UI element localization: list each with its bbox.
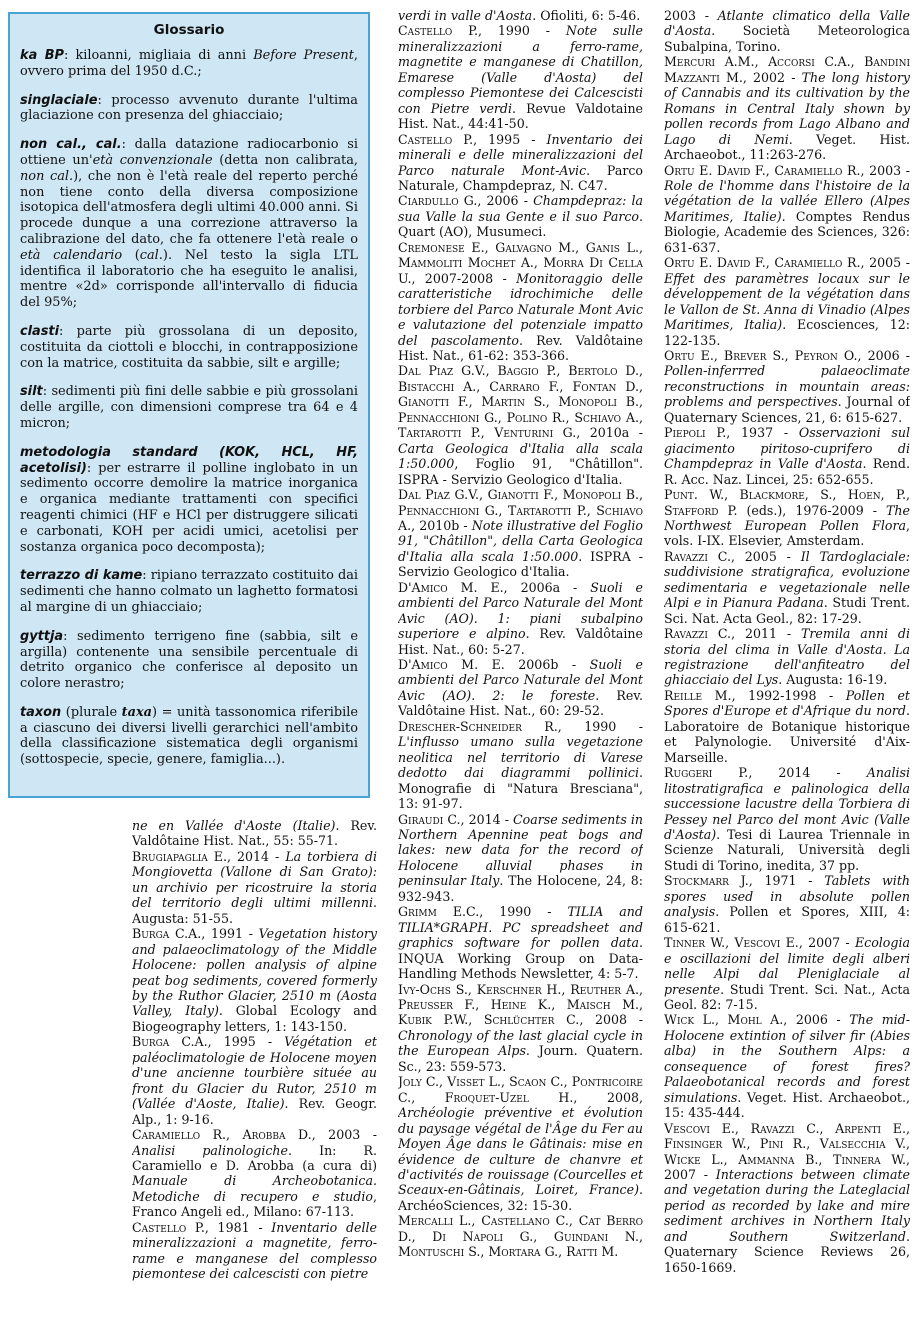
reference-year: , 1971 - — [748, 873, 825, 889]
reference-year: 2003 - — [664, 8, 718, 23]
reference-source: . Rev. Valdôtaine Hist. Nat., 60: 29-52. — [398, 687, 643, 719]
glossary-term: non cal., cal. — [20, 137, 122, 153]
reference-authors: Ortu E., Brever S., Peyron O. — [664, 347, 858, 363]
reference-entry — [664, 487, 910, 549]
reference-year: , 2014 - — [227, 848, 286, 864]
reference-authors: Ortu E. David F., Caramiello R. — [664, 255, 861, 271]
reference-year: , 2011 - — [731, 626, 802, 642]
reference-year: , 2006 - — [783, 1012, 850, 1028]
reference-year: , 2014 - — [460, 811, 514, 827]
reference-entry — [664, 348, 910, 425]
reference-source: . Monografie di "Natura Bresciana", 13: 91-97. — [398, 765, 643, 812]
definition-text: non cal. — [20, 168, 74, 184]
reference-authors: Ravazzi C. — [664, 548, 731, 564]
reference-year: , 2003 - — [311, 1127, 377, 1143]
reference-year: , 2014 - — [748, 765, 867, 781]
reference-authors: Tinner W., Vescovi E. — [664, 935, 799, 951]
glossary-separator: : — [64, 48, 76, 63]
definition-text: ) = unità tassonomica riferibile a ciascuno dei diversi livelli gerarchici nell'ambito della classificazione sistematica degli organismi (sottospecie, specie, genere, famiglia...). — [20, 704, 358, 768]
reference-year: (eds.), 1976-2009 - — [737, 502, 887, 518]
reference-title: Suoli e ambienti del Parco Naturale del Mont Avic (AO). 2: le foreste — [398, 657, 643, 703]
reference-source: . INQUA Working Group on Data-Handling Methods Newsletter, 4: 5-7. — [398, 935, 643, 982]
reference-source: . Ofioliti, 6: 5-46. — [532, 8, 641, 23]
reference-year: , 1995 - — [207, 1034, 285, 1050]
definition-text: processo avvenuto durante l'ultima glaciazione con presenza del ghiacciaio; — [20, 92, 358, 124]
reference-authors: Castello P. — [398, 131, 474, 147]
reference-entry — [398, 193, 643, 239]
reference-title: ne en Vallée d'Aoste (Italie) — [132, 818, 336, 833]
reference-entry — [664, 626, 910, 688]
reference-authors: Brugiapaglia E. — [132, 848, 228, 864]
definition-text: dalla datazione radiocarbonio si ottiene un' — [20, 137, 358, 168]
definition-text: sedimento terrigeno fine (sabbia, silt e argilla) contenente una sensibile percentuale di detrito organico che conferisce al deposito un colore nerastro; — [20, 628, 358, 692]
reference-title: Suoli e ambienti del Parco Naturale del Mont Avic (AO). 1: piani subalpino superiore e alpino — [398, 579, 643, 642]
reference-year: , 1981 - — [204, 1219, 272, 1235]
reference-authors: Burga C.A. — [132, 926, 202, 942]
reference-source: , Franco Angeli ed., Milano: 67-113. — [132, 1188, 377, 1220]
reference-entry — [398, 580, 643, 657]
reference-title: Analisi palinologiche — [132, 1142, 288, 1158]
definition-text: età convenzionale — [92, 152, 213, 168]
glossary-entry — [20, 705, 358, 768]
glossary-term: singlaciale — [20, 92, 98, 108]
glossary-separator: : — [142, 568, 151, 584]
glossary-term: taxon — [20, 704, 62, 720]
reference-authors: Joly C., Visset L., Scaon C., Pontricoire C., Froquet-Uzel H. — [398, 1074, 643, 1105]
reference-title: Role de l'homme dans l'histoire de la végétation de la vallée Ellero (Alpes Maritimes, Italie) — [664, 177, 910, 224]
reference-title: Manuale di Archeobotanica. Metodiche di recupero e studio — [132, 1173, 377, 1204]
reference-source: . Comptes Rendus Biologie, Academie des Sciences, 326: 631-637. — [664, 208, 910, 255]
references-column-3 — [664, 8, 910, 1328]
reference-year: , 2007 - — [798, 935, 855, 951]
reference-year: , 1992-1998 - — [731, 687, 846, 703]
reference-source: . Augusta: 16-19. — [778, 672, 888, 688]
reference-year: , 2003 - — [860, 162, 910, 178]
reference-entry — [398, 812, 643, 905]
reference-authors: Dal Piaz G.V., Gianotti F., Monopoli B., Pennacchioni G., Tartarotti P., Schiavo A. — [398, 487, 643, 533]
reference-year: , 1990 - — [557, 718, 643, 734]
reference-source: . ArchéoSciences, 32: 15-30. — [398, 1182, 643, 1213]
reference-authors: Grimm E.C. — [398, 904, 480, 920]
reference-title: Pollen et Spores d'Europe et d'Afrique du nord — [664, 687, 910, 719]
reference-entry — [664, 688, 910, 765]
glossary-term: terrazzo di kame — [20, 568, 143, 584]
reference-source: . Veget. Hist. Archaeobot., 11:263-276. — [664, 131, 910, 163]
reference-source: . Laboratoire de Botanique historique et Palynologie. Université d'Aix-Marseille. — [664, 703, 910, 765]
reference-title: TILIA and TILIA*GRAPH. PC spreadsheet and graphics software for pollen data — [398, 904, 643, 951]
definition-text: (detta non calibrata, — [212, 152, 358, 168]
reference-source: . Augusta: 51-55. — [132, 895, 377, 926]
reference-year: , 2008 - — [579, 1012, 643, 1028]
reference-title: Monitoraggio delle caratteristiche idrochimiche delle torbiere del Parco Naturale Mont Avic e valutazione del potenziale impatto del pascolamento — [398, 270, 643, 348]
glossary-entry — [20, 137, 358, 311]
definition-text: Before Present — [253, 48, 354, 63]
reference-source: . Quaternary Science Reviews 26, 1650-1669. — [664, 1228, 910, 1275]
reference-source: . In: R. Caramiello e D. Arobba (a cura di) — [132, 1142, 377, 1173]
reference-title: The long history of Cannabis and its cultivation by the Romans in Central Italy shown by pollen records from Lago Albano and Lago di Nemi — [664, 69, 910, 147]
glossary-separator: : — [86, 460, 99, 476]
reference-year: , 2006 - — [857, 347, 910, 363]
glossary-term: silt — [20, 384, 43, 400]
reference-authors: Ruggeri P. — [664, 765, 749, 781]
reference-authors: Drescher-Schneider R. — [398, 718, 558, 734]
definition-text: parte più grossolana di un deposito, costituita da ciottoli e blocchi, in contrapposizione con la matrice, costituita da sabbie, silt e argille; — [20, 323, 358, 371]
reference-source: . ISPRA - Servizio Geologico d'Italia. — [398, 548, 643, 580]
reference-entry — [398, 1074, 643, 1213]
glossary-box — [8, 12, 370, 798]
reference-source: . Rend. R. Acc. Naz. Lincei, 25: 652-655. — [664, 456, 910, 487]
reference-entry — [398, 982, 643, 1075]
reference-entry — [398, 719, 643, 812]
reference-authors: Reille M. — [664, 687, 732, 703]
reference-year: , 1990 - — [479, 904, 568, 920]
glossary-entry — [20, 324, 358, 371]
reference-entry — [398, 363, 643, 487]
reference-authors: Wick L., Mohl A. — [664, 1012, 784, 1028]
reference-entry — [398, 657, 643, 719]
glossary-entry — [20, 48, 358, 80]
reference-entry — [664, 765, 910, 873]
reference-title: Archéologie préventive et évolution du paysage végétal de l'Âge du Fer au Moyen Âge dans le Gâtinais: mise en évidence de culture de chanvre et d'activités de rouissage (Courcelles et Sceaux-en-Gâtinais, Loiret, France) — [398, 1105, 643, 1198]
references-column-1 — [132, 818, 377, 1328]
reference-year: , 2006a - — [503, 579, 591, 595]
reference-authors: D'Amico M. E. — [398, 657, 505, 673]
reference-authors: Piepoli P. — [664, 425, 727, 441]
glossary-title: Glossario — [153, 22, 225, 38]
definition-text: ), che non è l'età reale del reperto perché non tiene conto della diversa composizione isotopica dell'atmosfera degli ultimi 40.000 anni. Si procede dunque a una correzione attraverso la calibrazione del dato, che fa ottenere l'età reale o — [20, 168, 358, 247]
reference-authors: Giraudi C. — [398, 811, 461, 827]
reference-title: Chronology of the last glacial cycle in the European Alps — [398, 1027, 643, 1059]
glossary-entry — [20, 445, 358, 556]
reference-title: Atlante climatico della Valle d'Aosta — [664, 8, 910, 39]
reference-year: , 2008, — [573, 1089, 643, 1105]
reference-year: , 2005 - — [730, 548, 801, 564]
reference-entry — [664, 549, 910, 626]
reference-source: , vols. I-IX. Elsevier, Amsterdam. — [664, 517, 910, 549]
definition-text: età calendario — [20, 247, 123, 263]
reference-source: . Journal of Quaternary Sciences, 21, 6: 615-627. — [664, 394, 910, 425]
definition-text: ( — [122, 247, 140, 263]
reference-authors: Ivy-Ochs S., Kerschner H., Reuther A., Preusser F., Heine K., Maisch M., Kubik P.W., Schlüchter C. — [398, 981, 643, 1028]
reference-title: Inventario delle mineralizzazioni a magnetite, ferro-rame e manganese del complesso piemontese dei calcescisti con pietre — [132, 1219, 377, 1282]
glossary-entries — [20, 48, 358, 768]
reference-authors: Vescovi E., Ravazzi C., Arpenti E., Finsinger W., Pini R., Valsecchia V., Wicke L., Ammanna B., Tinnera W. — [664, 1120, 910, 1167]
reference-year: , 2005 - — [860, 255, 910, 271]
reference-year: , 1937 - — [726, 425, 799, 441]
reference-source: . Quart (AO), Musumeci. — [398, 208, 643, 240]
reference-source: , Foglio 91, "Châtillon". ISPRA - Servizio Geologico d'Italia. — [398, 456, 643, 487]
reference-authors: Ciardullo G. — [398, 193, 478, 209]
reference-title: Ecologia e oscillazioni del limite degli alberi nelle Alpi dal Pleniglaciale al presente — [664, 935, 910, 997]
reference-entry — [664, 8, 910, 54]
reference-entry — [398, 1213, 643, 1259]
reference-year: 2006b - — [504, 657, 590, 673]
glossary-separator: : — [42, 384, 52, 400]
glossary-entry — [20, 93, 358, 125]
reference-authors: Burga C.A. — [132, 1034, 208, 1050]
reference-title: Inventario dei minerali e delle mineralizzazioni del Parco naturale Mont-Avic — [398, 131, 643, 178]
reference-source: . Journ. Quatern. Sc., 23: 559-573. — [398, 1043, 643, 1074]
reference-title: Il Tardoglaciale: suddivisione stratigrafica, evoluzione sedimentaria e vegetazionale nelle Alpi e in Pianura Padana — [664, 548, 910, 611]
glossary-term: gyttja — [20, 628, 64, 644]
reference-year: , 1991 - — [201, 926, 259, 942]
reference-entry — [132, 1034, 377, 1127]
reference-entry — [398, 904, 643, 981]
reference-title: Osservazioni sul giacimento piritoso-cuprifero di Champdepraz in Valle d'Aosta — [664, 425, 910, 472]
reference-authors: Castello P. — [398, 23, 478, 39]
reference-authors: Mercuri A.M., Accorsi C.A., Bandini Mazzanti M. — [664, 54, 910, 85]
definition-text: , ovvero prima del 1950 d.C.; — [20, 48, 358, 79]
reference-entry — [132, 818, 377, 849]
glossary-separator: : — [59, 323, 77, 339]
reference-source: . Pollen et Spores, XIII, 4: 615-621. — [664, 904, 910, 935]
reference-source: . Tesi di Laurea Triennale in Scienze Naturali, Università degli Studi di Torino, inedita, 37 pp. — [664, 827, 910, 873]
reference-source: . Rev. Valdôtaine Hist. Nat., 60: 5-27. — [398, 626, 643, 657]
glossary-definition — [20, 137, 358, 310]
reference-entry — [132, 1220, 377, 1282]
glossary-entry — [20, 384, 358, 431]
reference-title: The Northwest European Pollen Flora — [664, 502, 910, 533]
reference-year: , 2007-2008 - — [411, 270, 517, 286]
reference-authors: Mercalli L., Castellano C., Cat Berro D., Di Napoli G., Guindani N., Montuschi S., Mortara G., Ratti M. — [398, 1213, 643, 1260]
reference-year: , 2010b - — [411, 517, 472, 533]
glossary-term: metodologia standard (KOK, HCL, HF, acetolisi) — [20, 444, 358, 476]
reference-title: The mid-Holocene extintion of silver fir (Abies alba) in the Southern Alps: a consequence of forest fires? Palaeobotanical records and forest simulations — [664, 1012, 910, 1105]
reference-authors: Caramiello R., Arobba D. — [132, 1127, 312, 1143]
reference-authors: Dal Piaz G.V., Baggio P., Bertolo D., Bistacchi A., Carraro F., Fontan D., Gianotti F., Martin S., Monopoli B., Pennacchioni G., Polino R., Schiavo A., Tartarotti P., Venturini G. — [398, 363, 643, 441]
reference-year: , 2002 - — [742, 69, 802, 85]
glossary-separator: : — [97, 92, 112, 108]
reference-entry — [664, 873, 910, 935]
reference-entry — [398, 23, 643, 131]
reference-source: . Rev. Valdôtaine Hist. Nat., 61-62: 353-366. — [398, 332, 643, 363]
reference-year: , 2010a - — [576, 425, 643, 441]
definition-text: cal. — [139, 247, 163, 263]
reference-entry — [664, 54, 910, 162]
reference-entry — [132, 849, 377, 926]
reference-title: Coarse sediments in Northern Apennine peat bogs and lakes: new data for the record of Holocene alluvial phases in peninsular Italy — [398, 811, 643, 889]
reference-year: , 1995 - — [473, 131, 547, 147]
reference-title: Note sulle mineralizzazioni a ferro-rame, magnetite e manganese di Chatillon, Emarese (Valle d'Aosta) del complesso Piemontese dei Calcescisti con Pietre verdi — [398, 23, 643, 116]
reference-entry — [398, 132, 643, 194]
reference-authors: Castello P. — [132, 1219, 205, 1235]
definition-text: (plurale — [65, 704, 122, 720]
reference-authors: Ortu E. David F., Caramiello R. — [664, 162, 861, 178]
reference-source: . Revue Valdotaine Hist. Nat., 44:41-50. — [398, 100, 643, 132]
definition-text: taxa — [121, 704, 153, 720]
glossary-entry — [20, 629, 358, 692]
reference-title: Note illustrative del Foglio 91, "Châtillon", della Carta Geologica d'Italia alla scala 1:50.000 — [398, 517, 643, 564]
reference-title: Végétation et paléoclimatologie de Holocene moyen d'une ancienne tourbière située au front du Glacier du Rutor, 2510 m (Vallée d'Aoste, Italie) — [132, 1034, 377, 1112]
reference-source: . Rev. Valdôtaine Hist. Nat., 55: 55-71. — [132, 818, 377, 849]
reference-authors: Stockmarr J. — [664, 873, 749, 889]
reference-entry — [664, 1121, 910, 1276]
reference-source: . Studi Trent. Sci. Nat., Acta Geol. 82: 7-15. — [664, 981, 910, 1012]
reference-source: . Studi Trent. Sci. Nat. Acta Geol., 82: 17-29. — [664, 595, 910, 626]
glossary-definition — [20, 384, 358, 431]
definition-text: sedimenti più fini delle sabbie e più grossolani delle argille, con dimensioni comprese tra 64 e 4 micron; — [20, 384, 358, 431]
reference-entry — [664, 255, 910, 348]
reference-source: . Società Meteorologica Subalpina, Torino. — [664, 23, 910, 54]
reference-authors: Cremonese E., Galvagno M., Ganis L., Mammoliti Mochet A., Morra Di Cella U. — [398, 239, 643, 286]
references-column-2 — [398, 8, 643, 1328]
reference-source: . The Holocene, 24, 8: 932-943. — [398, 873, 643, 904]
reference-entry — [664, 935, 910, 1012]
reference-authors: D'Amico M. E. — [398, 579, 504, 595]
reference-entry — [132, 926, 377, 1034]
reference-title: Pollen-inferrred palaeoclimate reconstructions in mountain areas: problems and perspectives — [664, 363, 910, 410]
reference-title: Interactions between climate and vegetation during the Lateglacial period as recorded by lake and mire sediment archives in Northern Italy and Southern Switzerland — [664, 1166, 910, 1244]
reference-title: Effet des paramètres locaux sur le développement de la végétation dans le Vallon de St. Anna di Vinadio (Alpes Maritimes, Italia) — [664, 270, 910, 333]
reference-source: . Global Ecology and Biogeography letters, 1: 143-150. — [132, 1003, 377, 1034]
reference-source: . Parco Naturale, Champdepraz, N. C47. — [398, 162, 643, 193]
glossary-definition — [20, 705, 358, 767]
reference-title: Tremila anni di storia del clima in Valle d'Aosta. La registrazione dell'anfiteatro del ghiacciaio del Lys — [664, 626, 910, 688]
reference-title: Carta Geologica d'Italia alla scala 1:50.000 — [398, 440, 643, 472]
reference-authors: Punt. W., Blackmore, S., Hoen, P., Stafford P. — [664, 487, 910, 518]
reference-title: Analisi litostratigrafica e palinologica della successione lacustre della Torbiera di Pessey nel Parco del mont Avic (Valle d'Aosta) — [664, 765, 910, 843]
definition-text: ripiano terrazzato costituito dai sedimenti che hanno colmato un laghetto formatosi al margine di un ghiacciaio; — [20, 568, 358, 615]
glossary-separator: : — [121, 137, 135, 153]
reference-title: Tablets with spores used in absolute pollen analysis — [664, 873, 910, 920]
reference-year: , 2007 - — [664, 1151, 910, 1182]
reference-authors: Ravazzi C. — [664, 626, 732, 642]
reference-entry — [664, 425, 910, 487]
glossary-entry — [20, 568, 358, 615]
reference-entry — [664, 1012, 910, 1120]
glossary-separator: : — [63, 628, 78, 644]
glossary-term: ka BP — [20, 48, 65, 63]
reference-source: . Ecosciences, 12: 122-135. — [664, 317, 910, 348]
reference-entry — [398, 8, 643, 23]
reference-title: L'influsso umano sulla vegetazione neolitica nel territorio di Varese dedotto dai diagrammi pollinici — [398, 734, 643, 781]
reference-year: , 1990 - — [478, 23, 566, 39]
reference-source: . Veget. Hist. Archaeobot., 15: 435-444. — [664, 1089, 910, 1121]
definition-text: ). Nel testo la sigla LTL identifica il laboratorio che ha eseguito le analisi, mentre «2d» corrisponde all'intervallo di fiducia del 95%; — [20, 247, 358, 311]
reference-entry — [132, 1127, 377, 1220]
reference-title: La torbiera di Mongiovetta (Vallone di San Grato): un archivio per ricostruire la storia del territorio degli ultimi millenni — [132, 848, 377, 911]
definition-text: kiloanni, migliaia di anni — [75, 48, 254, 63]
reference-source: . Rev. Geogr. Alp., 1: 9-16. — [132, 1096, 377, 1127]
glossary-term: clasti — [20, 323, 60, 339]
definition-text: per estrarre il polline inglobato in un sedimento occorre demolire la matrice inorganica e organica mediante trattamenti con specifici reagenti chimici (HF e HCl per distruggere silicati e carbonati, KOH per acidi umici, acetolisi per sostanza organica poco decomposta); — [20, 460, 358, 555]
reference-title: verdi in valle d'Aosta — [398, 8, 533, 23]
reference-title: Champdepraz: la sua Valle la sua Gente e il suo Parco — [398, 193, 643, 224]
reference-entry — [398, 487, 643, 580]
reference-year: , 2006 - — [477, 193, 534, 209]
reference-entry — [398, 240, 643, 364]
reference-title: Vegetation history and palaeoclimatology of the Middle Holocene: pollen analysis of alpine peat bog sediments, covered formerly by the Ruthor Glacier, 2510 m (Aosta Valley, Italy) — [132, 926, 377, 1019]
reference-entry — [664, 163, 910, 256]
